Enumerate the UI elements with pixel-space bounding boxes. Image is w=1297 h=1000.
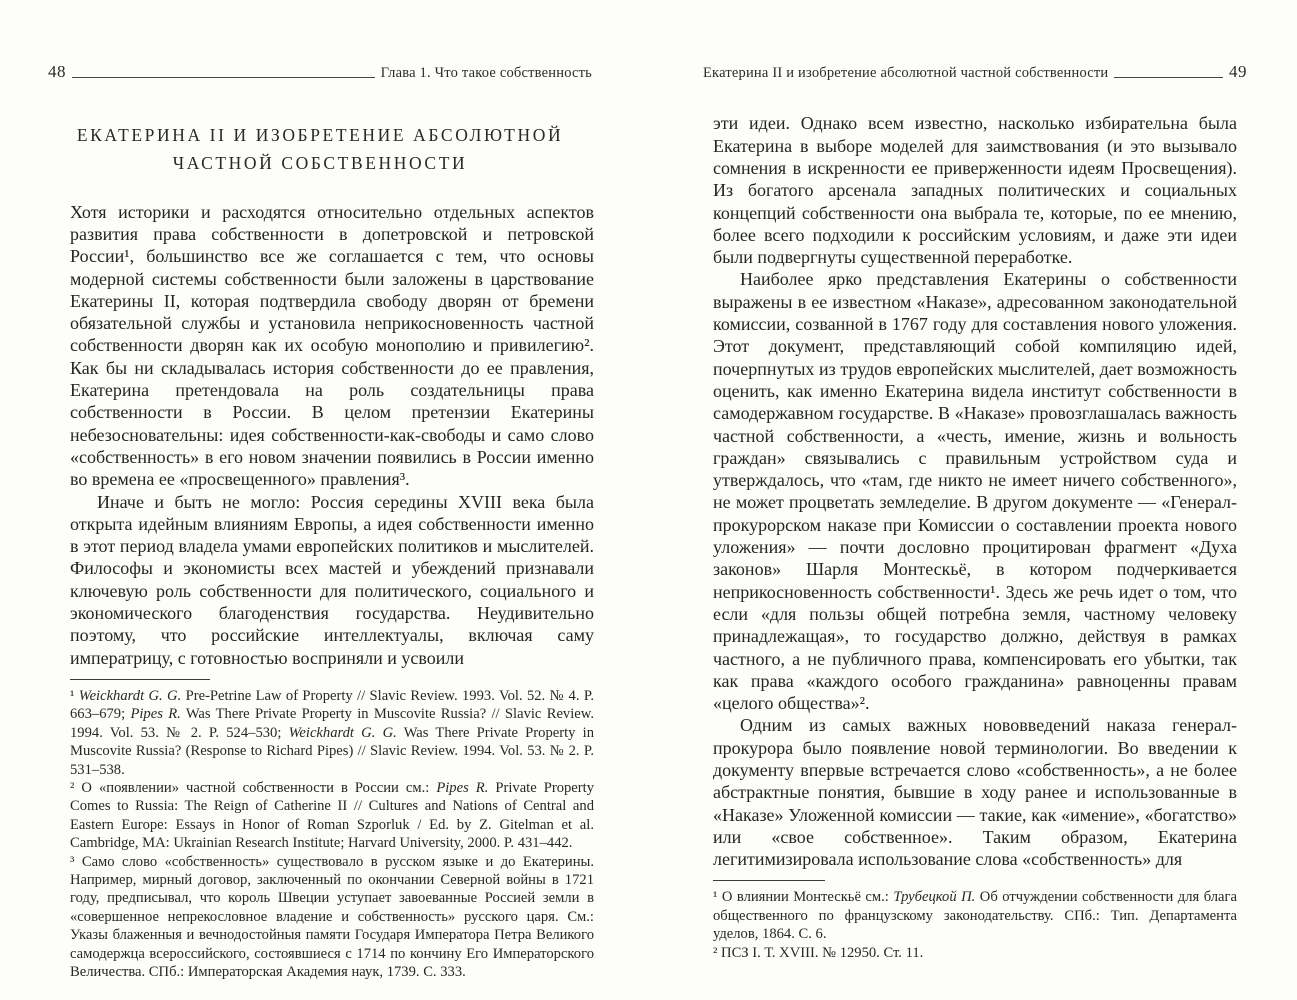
right-running-head: [703, 62, 1247, 82]
footnote: ¹ Weickhardt G. G. Pre-Petrine Law of Property // Slavic Review. 1993. Vol. 52. № 4. P. 663–679; Pipes R. Was There Private Property in Muscovite Russia? // Slavic Review. 1994. Vol. 53. № 2. P. 524–530; Weickhardt G. G. Was There Private Property in Muscovite Russia? (Response to Richard Pipes) // Slavic Review. 1994. Vol. 53. № 2. P. 531–538.: [70, 687, 595, 778]
right-footnotes: [713, 888, 1237, 962]
left-footnote-rule: [70, 679, 210, 680]
right-body-text: [713, 112, 1237, 870]
left-footnotes: [70, 687, 594, 982]
right-page-number: 49: [1229, 62, 1247, 81]
left-footnote-block: [70, 679, 594, 982]
left-body-text: [70, 201, 594, 669]
right-footnote-block: [713, 880, 1237, 962]
left-head-rule: [72, 77, 375, 78]
footnote: ² О «появлении» частной собственности в России см.: Pipes R. Private Property Comes to Russia: The Reign of Catherine II // Cultures and Nations of Central and Eastern Europe: Essays in Honor of Roman Szporluk / Ed. by Z. Gitelman et al. Cambridge, MA: Ukrainian Research Institute; Harvard University, 2000. P. 431–442.: [70, 779, 594, 852]
right-running-head-title: Екатерина II и изобретение абсолютной частной собственности: [703, 65, 1109, 81]
paragraph: Одним из самых важных нововведений наказа генерал-прокурора было появление новой терминологии. Во введении к документу впервые встречается слово «собственность», а не более абстрактные понятия, бывшие в ходу ранее и использованные в «Наказе» Уложенной комиссии — такие, как «имение», «богатство» или «свое собственное». Таким образом, Екатерина легитимизировала использование слова «собственность» для: [713, 715, 1237, 870]
right-page: [703, 0, 1247, 1000]
paragraph: эти идеи. Однако всем известно, насколько избирательна была Екатерина в выборе моделей для заимствования (и это вызывало сомнения в искренности ее приверженности идеям Просвещения). Из богатого арсенала западных политических и социальных концепций собственности она выбрала те, которые, по ее мнению, более всего подходили к российским условиям, и даже эти идеи были подвергнуты существенной переработке.: [713, 113, 1237, 268]
section-title: ЕКАТЕРИНА II И ИЗОБРЕТЕНИЕ АБСОЛЮТНОЙ ЧАСТНОЙ СОБСТВЕННОСТИ: [76, 125, 564, 173]
paragraph: Иначе и быть не могло: Россия середины XVIII века была открыта идейным влияниям Европы, а идея собственности именно в этот период владела умами европейских политиков и мыслителей. Философы и экономисты всех мастей и убеждений признавали ключевую роль собственности для политического, социального и экономического благоденствия государства. Неудивительно поэтому, что российские интеллектуалы, включая саму императрицу, с готовностью восприняли и усвоили: [70, 491, 594, 668]
footnote: ² ПСЗ I. Т. XVIII. № 12950. Ст. 11.: [713, 944, 924, 961]
left-running-head: [48, 62, 592, 82]
footnote: ³ Само слово «собственность» существовало в русском языке и до Екатерины. Например, мирный договор, заключенный по окончании Северной войны в 1721 году, предписывал, что король Швеции уступает завоеванные Россией земли в «совершенное непрекословное владение и собственность» русского царя. См.: Указы блаженныя и вечнодостойныя памяти Государя Императора Петра Великого самодержца всероссийского, состоявшиеся с 1714 по кончину Его Императорского Величества. СПб.: Императорская Академия наук, 1739. С. 333.: [70, 853, 594, 980]
left-page-number: 48: [48, 62, 66, 81]
footnote: ¹ О влиянии Монтескьё см.: Трубецкой П. Об отчуждении собственности для блага общественного по французскому законодательству. СПб.: Тип. Департамента уделов, 1864. С. 6.: [713, 889, 1237, 943]
left-page: [48, 0, 595, 1000]
right-head-rule: [1114, 77, 1223, 78]
left-running-head-title: Глава 1. Что такое собственность: [380, 65, 592, 81]
paragraph: Наиболее ярко представления Екатерины о собственности выражены в ее известном «Наказе», адресованном законодательной комиссии, созванной в 1767 году для составления нового уложения. Этот документ, представляющий собой компиляцию идей, почерпнутых из трудов европейских мыслителей, дает возможность оценить, как именно Екатерина видела институт собственности в самодержавном государстве. В «Наказе» провозглашалась важность частной собственности, а «честь, имение, жизнь и вольность граждан» связывались с правильным устройством суда и утверждалось, что «там, где никто не имеет ничего собственного», не может процветать земледелие. В другом документе — «Генерал-прокурорском наказе при Комиссии о составлении проекта нового уложения» — почти дословно процитирован фрагмент «Духа законов» Шарля Монтескьё, в котором подчеркивается неприкосновенность собственности¹. Здесь же речь идет о том, что если «для пользы общей потребна земля, частному человеку принадлежащая», то государство должно, действуя в рамках частного, а не публичного права, компенсировать его убытки, так как права «каждого особого гражданина» равноценны правам «целого общества»².: [713, 269, 1237, 714]
right-footnote-rule: [713, 880, 825, 881]
paragraph: Хотя историки и расходятся относительно отдельных аспектов развития права собственности в допетровской и петровской России¹, большинство все же соглашается с тем, что основы модерной системы собственности были заложены в царствование Екатерины II, которая подтвердила свободу дворян от бремени обязательной службы и установила неприкосновенность частной собственности дворян как их особую монополию и привилегию². Как бы ни складывалась история собственности до ее правления, Екатерина претендовала на роль создательницы права собственности в России. В целом претензии Екатерины небезосновательны: идея собственности-как-свободы и само слово «собственность» в его новом значении появились в России именно во времена ее «просвещенного» правления³.: [70, 201, 594, 490]
